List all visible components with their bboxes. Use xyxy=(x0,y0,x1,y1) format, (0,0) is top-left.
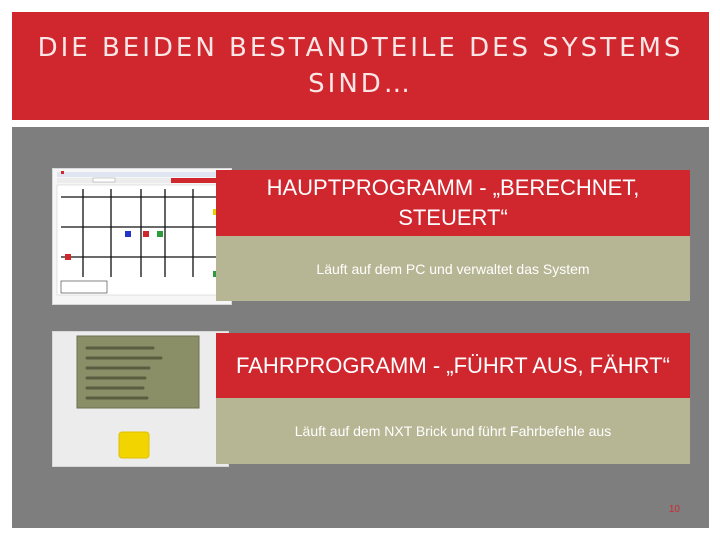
panel-main-program-description: Läuft auf dem PC und verwaltet das System xyxy=(216,236,690,301)
panel-main-program-title: HAUPTPROGRAMM - „BERECHNET, STEUERT“ xyxy=(216,170,690,236)
page-number: 10 xyxy=(668,504,680,515)
title-bar xyxy=(12,12,709,120)
content-area xyxy=(12,127,709,528)
slide-title: DIE BEIDEN BESTANDTEILE DES SYSTEMS SIND… xyxy=(37,33,684,99)
nxt-brick-photo xyxy=(53,332,228,466)
panel-drive-program-description: Läuft auf dem NXT Brick und führt Fahrbefehle aus xyxy=(216,398,690,464)
main-program-screenshot xyxy=(53,169,231,304)
panel-drive-program-title: FAHRPROGRAMM - „FÜHRT AUS, FÄHRT“ xyxy=(216,333,690,398)
